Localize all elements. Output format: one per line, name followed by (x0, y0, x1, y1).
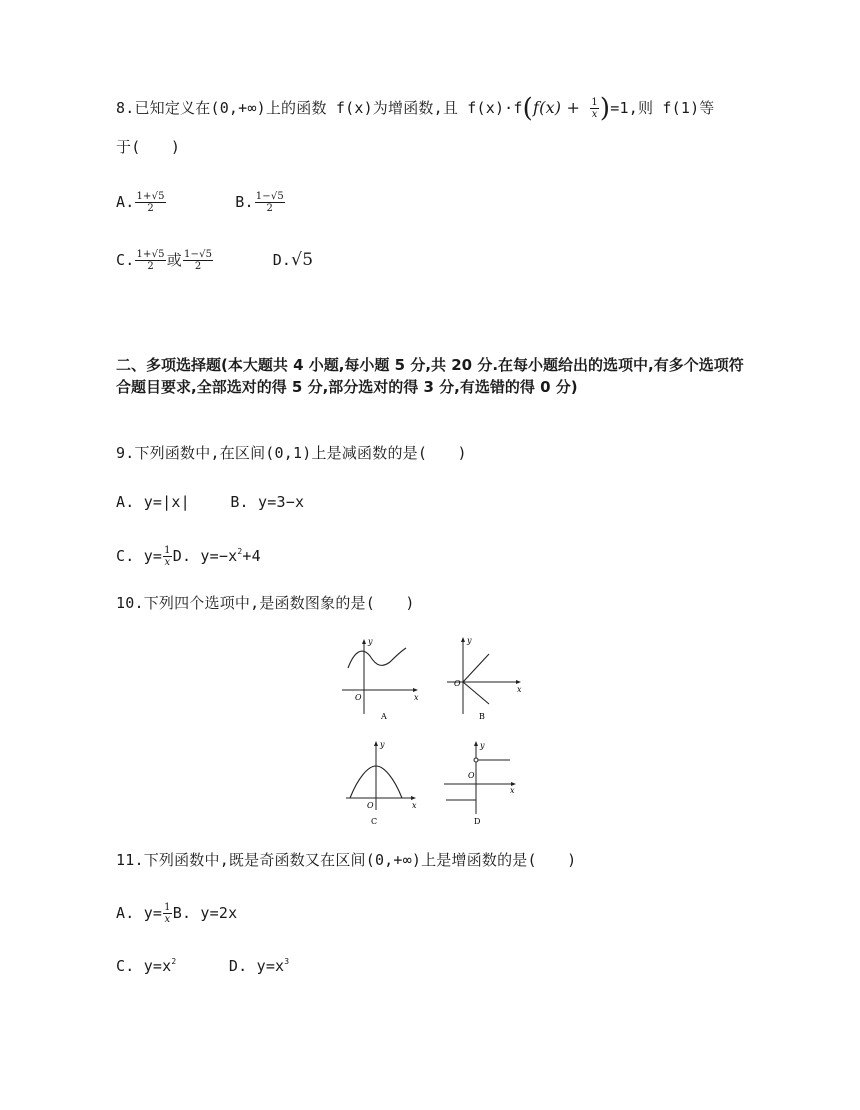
q8-opt-c-or: 或 (166, 251, 182, 269)
q8-opt-b-label: B. (235, 193, 254, 211)
graph-b-x-arrow (516, 680, 521, 684)
q8-fx: f(x) + (533, 98, 581, 117)
graph-c-label: C (371, 817, 378, 826)
q11-options-ab (116, 902, 237, 925)
graph-a-y-arrow (362, 639, 366, 644)
q8-opt-c2-num: 1−√5 (183, 249, 213, 260)
q11-opt-b: B. y=2x (172, 904, 238, 922)
q8-frac-den: x (591, 109, 598, 120)
q11-opt-a-frac (163, 902, 172, 925)
graph-a-origin: O (355, 693, 362, 702)
graph-a-y-label: y (368, 637, 373, 646)
section2-heading: 二、多项选择题(本大题共 4 小题,每小题 5 分,共 20 分.在每小题给出的选项中,有多个选项符合题目要求,全部选对的得 5 分,部分选对的得 3 分,有选错的得 0 分) (116, 356, 744, 396)
graph-b-y-arrow (461, 637, 465, 642)
graph-a-x-arrow (413, 688, 418, 692)
q8-options-cd (116, 249, 313, 272)
graph-a-label: A (381, 712, 387, 721)
graph-a-x-label: x (414, 693, 419, 702)
graph-b-x-label: x (517, 685, 522, 694)
graph-c-x-label: x (412, 801, 417, 810)
q8-opt-a-num: 1+√5 (136, 191, 165, 202)
q8-opt-b-den: 2 (266, 203, 274, 214)
q9-opt-b: B. y=3−x (230, 493, 305, 511)
q8-opt-d-value: √5 (291, 250, 314, 270)
q8-opt-c-label: C. (116, 251, 135, 269)
graph-b-label: B (479, 712, 485, 721)
graph-a-curve (348, 648, 406, 668)
q9-opt-d-b: +4 (242, 547, 261, 565)
q8-left-paren: ( (522, 93, 533, 124)
graph-a (338, 634, 422, 722)
q9-options-ab (116, 492, 304, 512)
q8-opt-c1-frac (135, 249, 165, 272)
graph-b (443, 634, 527, 722)
q11-opt-d: D. y=x (228, 957, 285, 975)
graph-b-y-label: y (467, 636, 472, 645)
q8-stem-b: =1,则 f(1)等 (610, 99, 715, 117)
q8-opt-c2-den: 2 (194, 261, 202, 272)
q9-opt-d-sup: 2 (237, 547, 243, 556)
q8-opt-c1-num: 1+√5 (136, 249, 165, 260)
q11-stem: 11.下列函数中,既是奇函数又在区间(0,+∞)上是增函数的是( ) (116, 851, 577, 869)
graph-d-open-point (474, 758, 478, 762)
q8-opt-a-den: 2 (147, 203, 154, 214)
q11-opt-c-sup: 2 (171, 957, 177, 966)
q9-opt-c-num: 1 (164, 545, 171, 556)
graph-b-origin: O (454, 679, 461, 688)
graph-c-x-arrow (411, 796, 416, 800)
q9-stem: 9.下列函数中,在区间(0,1)上是减函数的是( ) (116, 444, 467, 462)
q10-stem: 10.下列四个选项中,是函数图象的是( ) (116, 594, 415, 612)
q9-options-cd (116, 542, 261, 568)
q8-options-ab (116, 191, 286, 214)
graph-c-origin: O (367, 801, 374, 810)
q9-opt-c-den: x (164, 557, 171, 568)
q8-stem-line1 (116, 93, 715, 124)
q8-frac-num: 1 (591, 97, 598, 108)
q9-opt-a: A. y=|x| (116, 493, 190, 511)
q8-opt-b-frac (255, 191, 285, 214)
q11-opt-a-den: x (164, 914, 171, 925)
graph-c-y-arrow (374, 741, 378, 746)
q8-stem-a: 8.已知定义在(0,+∞)上的函数 f(x)为增函数,且 f(x)·f (116, 99, 523, 117)
graph-b-upper-ray (463, 654, 489, 682)
q11-options-cd (116, 952, 289, 976)
graph-d-label: D (474, 817, 481, 826)
q9-opt-c-frac (163, 545, 172, 568)
q8-opt-a-frac (135, 191, 165, 214)
q9-opt-c-label: C. y= (116, 547, 163, 565)
q8-opt-a-label: A. (116, 193, 135, 211)
graph-d-y-arrow (474, 741, 478, 746)
q11-opt-a-num: 1 (164, 902, 171, 913)
graph-d-y-label: y (480, 741, 485, 750)
q11-opt-a-label: A. y= (116, 904, 163, 922)
q8-opt-d-label: D. (272, 251, 292, 269)
q8-opt-c1-den: 2 (147, 261, 154, 272)
q11-opt-d-sup: 3 (284, 957, 290, 966)
graph-d-x-label: x (510, 786, 515, 795)
q9-opt-d-a: D. y=−x (172, 547, 238, 565)
graph-d-origin: O (468, 771, 475, 780)
graph-d (440, 738, 524, 826)
q8-opt-c2-frac (183, 249, 213, 272)
q8-opt-b-num: 1−√5 (255, 191, 284, 202)
graph-c-y-label: y (380, 740, 385, 749)
graph-c (342, 738, 422, 826)
q11-opt-c: C. y=x (116, 957, 172, 975)
q8-stem-line2: 于( ) (116, 138, 181, 156)
graph-b-lower-ray (463, 682, 489, 704)
q8-right-paren: ) (599, 93, 611, 124)
q8-fraction (590, 97, 599, 120)
